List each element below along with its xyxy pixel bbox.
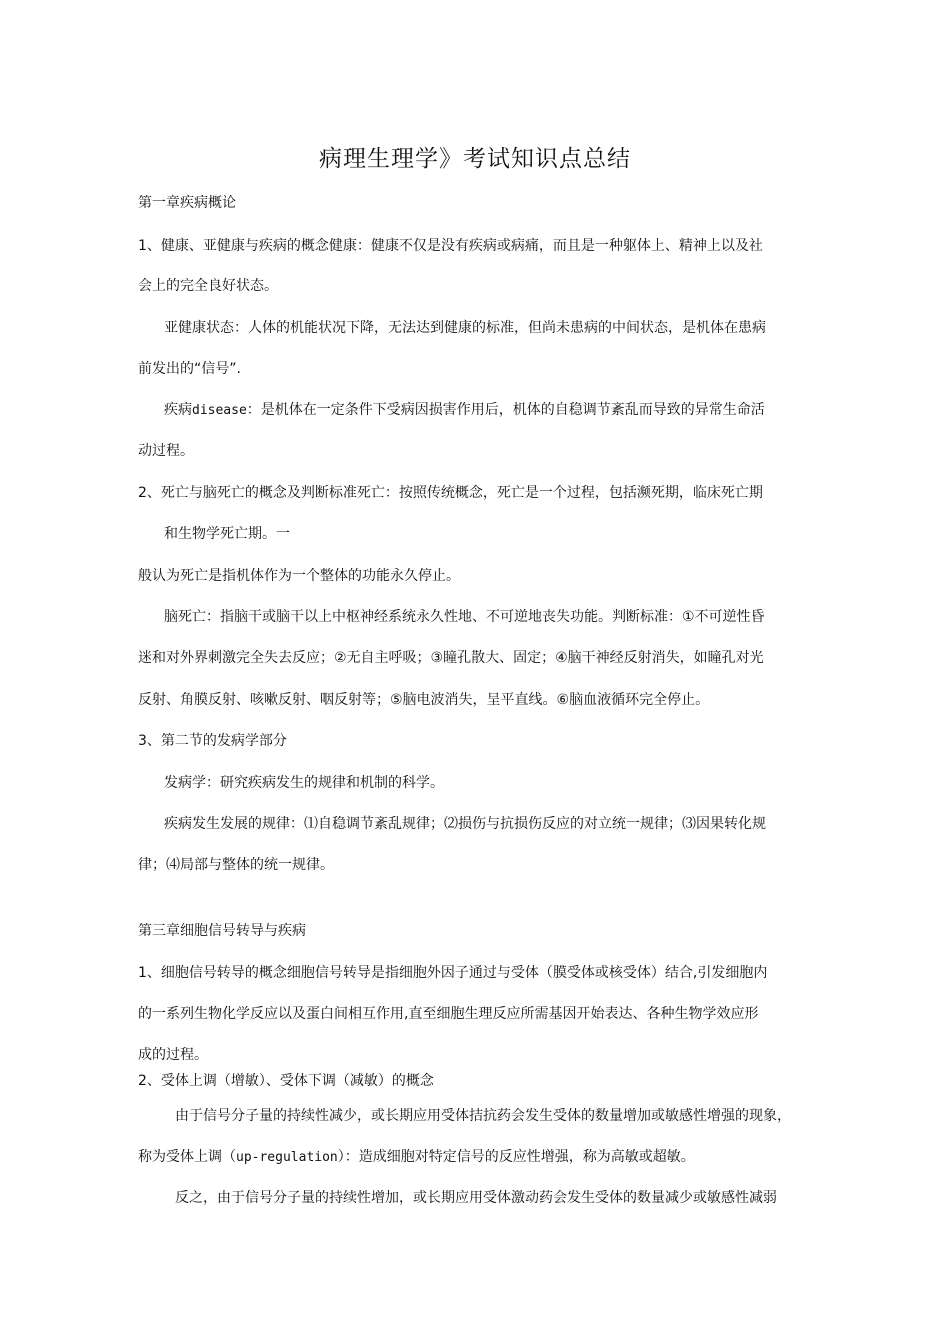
chapter-3-heading: 第三章细胞信号转导与疾病 xyxy=(138,923,306,939)
paragraph-line: 1、健康、亚健康与疾病的概念健康：健康不仅是没有疾病或病痛，而且是一种躯体上、精神上以及社 xyxy=(138,238,763,254)
paragraph-line: 迷和对外界刺激完全失去反应；②无自主呼吸；③瞳孔散大、固定；④脑干神经反射消失，如瞳孔对光 xyxy=(138,650,764,666)
paragraph-line: 动过程。 xyxy=(138,443,194,459)
document-title: 病理生理学》考试知识点总结 xyxy=(319,146,631,172)
paragraph-line: 疾病发生发展的规律：⑴自稳调节紊乱规律；⑵损伤与抗损伤反应的对立统一规律；⑶因果转化规 xyxy=(164,816,766,832)
paragraph-line: 律；⑷局部与整体的统一规律。 xyxy=(138,857,334,873)
english-term: disease xyxy=(192,403,247,418)
paragraph-line: 2、受体上调（增敏）、受体下调（减敏）的概念 xyxy=(138,1073,434,1089)
paragraph-line: 1、细胞信号转导的概念细胞信号转导是指细胞外因子通过与受体（膜受体或核受体）结合,引发细胞内 xyxy=(138,965,768,981)
paragraph-line: 和生物学死亡期。一 xyxy=(164,526,290,542)
paragraph-line: 前发出的“信号”. xyxy=(138,361,241,377)
chapter-1-heading: 第一章疾病概论 xyxy=(138,195,236,211)
paragraph-line: 会上的完全良好状态。 xyxy=(138,278,278,294)
text-fragment: ）：造成细胞对特定信号的反应性增强，称为高敏或超敏。 xyxy=(337,1149,695,1165)
paragraph-line: 发病学：研究疾病发生的规律和机制的科学。 xyxy=(164,775,444,791)
paragraph-line: 亚健康状态：人体的机能状况下降，无法达到健康的标准，但尚未患病的中间状态，是机体在患病 xyxy=(164,320,766,336)
paragraph-line: 由于信号分子量的持续性减少，或长期应用受体拮抗药会发生受体的数量增加或敏感性增强的现象， xyxy=(175,1108,791,1124)
paragraph-line: 反射、角膜反射、咳嗽反射、咽反射等；⑤脑电波消失，呈平直线。⑥脑血液循环完全停止。 xyxy=(138,692,710,708)
text-fragment: 疾病 xyxy=(164,402,192,418)
english-term: up-regulation xyxy=(236,1150,338,1165)
paragraph-line: 脑死亡：指脑干或脑干以上中枢神经系统永久性地、不可逆地丧失功能。判断标准：①不可逆性昏 xyxy=(164,609,765,625)
paragraph-line: 成的过程。 xyxy=(138,1047,208,1063)
paragraph-line xyxy=(164,400,765,421)
paragraph-line: 3、第二节的发病学部分 xyxy=(138,733,287,749)
text-fragment: ：是机体在一定条件下受病因损害作用后，机体的自稳调节紊乱而导致的异常生命活 xyxy=(246,402,765,418)
paragraph-line xyxy=(138,1147,695,1168)
paragraph-line: 般认为死亡是指机体作为一个整体的功能永久停止。 xyxy=(138,568,460,584)
paragraph-line: 的一系列生物化学反应以及蛋白间相互作用,直至细胞生理反应所需基因开始表达、各种生物学效应形 xyxy=(138,1006,759,1022)
text-fragment: 称为受体上调（ xyxy=(138,1149,236,1165)
paragraph-line: 2、死亡与脑死亡的概念及判断标准死亡：按照传统概念，死亡是一个过程，包括濒死期，临床死亡期 xyxy=(138,485,763,501)
paragraph-line: 反之，由于信号分子量的持续性增加，或长期应用受体激动药会发生受体的数量减少或敏感性减弱 xyxy=(175,1190,777,1206)
